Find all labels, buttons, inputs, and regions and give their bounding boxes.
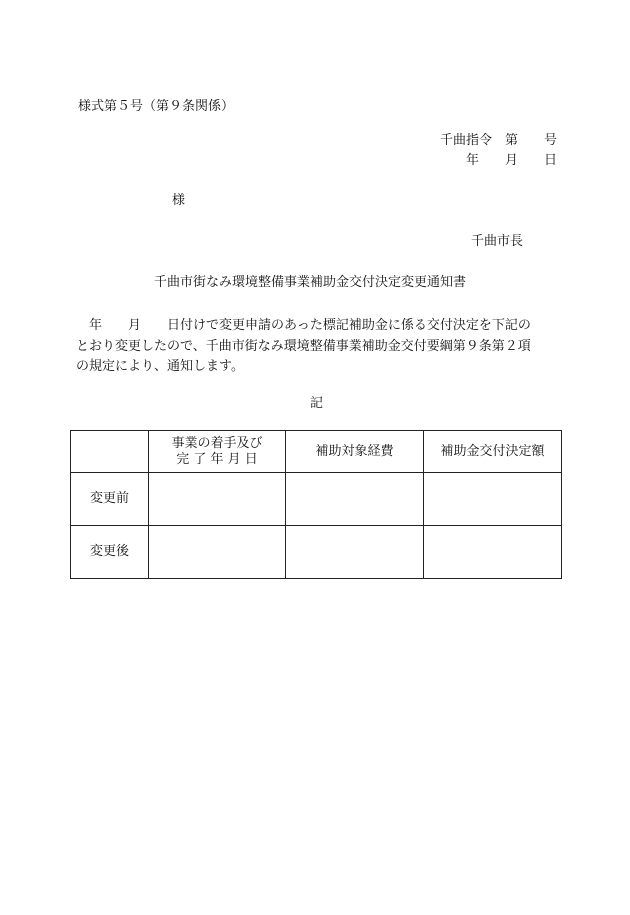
cell-eligible-cost — [286, 526, 424, 579]
body-line: 年 月 日付けで変更申請のあった標記補助金に係る交付決定を下記の — [76, 318, 531, 333]
body-line: とおり変更したので、千曲市街なみ環境整備事業補助金交付要綱第９条第２項 — [76, 338, 531, 354]
row-label-before-change: 変更前 — [71, 473, 149, 526]
header-grant-amount: 補助金交付決定額 — [424, 431, 562, 473]
body-line: の規定により、通知します。 — [76, 359, 244, 374]
table-row — [71, 473, 562, 526]
header-start-completion-date — [149, 431, 286, 473]
cell-start-completion-date — [149, 473, 286, 526]
cell-eligible-cost — [286, 473, 424, 526]
document-title: 千曲市街なみ環境整備事業補助金交付決定変更通知書 — [154, 275, 467, 290]
date-line: 年 月 日 — [465, 153, 557, 168]
form-number-label: 様式第５号（第９条関係） — [78, 99, 235, 114]
row-label-after-change: 変更後 — [71, 526, 149, 579]
header-blank-cell — [71, 431, 149, 473]
cell-start-completion-date — [149, 526, 286, 579]
table-row — [71, 526, 562, 579]
document-number-line: 千曲指令 第 号 — [439, 133, 557, 148]
header-start-completion-line2: 完 了 年 月 日 — [176, 451, 258, 467]
cell-grant-amount — [424, 526, 562, 579]
notice-body-text — [76, 316, 556, 378]
header-start-completion-line1: 事業の着手及び — [171, 435, 263, 451]
sender-mayor: 千曲市長 — [470, 234, 523, 249]
ki-heading: 記 — [310, 396, 324, 411]
cell-grant-amount — [424, 473, 562, 526]
header-eligible-cost: 補助対象経費 — [286, 431, 424, 473]
table-header-row — [71, 431, 562, 473]
recipient-honorific: 様 — [172, 193, 186, 208]
change-records-table — [70, 430, 562, 579]
